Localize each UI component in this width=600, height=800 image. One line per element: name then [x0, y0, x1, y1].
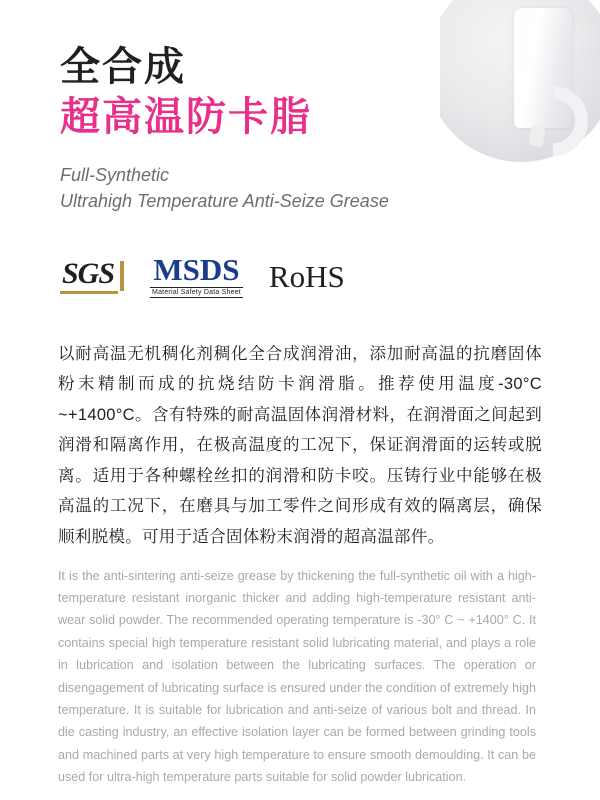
msds-logo — [150, 254, 243, 298]
title-chinese-secondary: 超高温防卡脂 — [60, 95, 312, 139]
product-photo — [440, 0, 600, 175]
sgs-logo — [60, 258, 124, 294]
title-english — [60, 162, 460, 214]
page-title — [60, 44, 460, 214]
title-english-line2: Ultrahigh Temperature Anti-Seize Grease — [60, 191, 389, 212]
description-chinese: 以耐高温无机稠化剂稠化全合成润滑油，添加耐高温的抗磨固体粉末精制而成的抗烧结防卡润滑脂。推荐使用温度-30°C ~+1400°C。含有特殊的耐高温固体润滑材料，在润滑面之间起到润滑和隔离作用，在极高温度的工况下，保证润滑面的运转或脱离。适用于各种螺栓丝扣的润滑和防卡咬。压铸行业中能够在极高温的工况下，在磨具与加工零件之间形成有效的隔离层，确保顺利脱模。可用于适合固体粉末润滑的超高温部件。 — [58, 344, 542, 546]
sgs-logo-text: SGS — [60, 258, 118, 294]
rohs-logo — [268, 258, 345, 294]
title-english-line1: Full-Synthetic — [60, 165, 170, 185]
msds-logo-text: MSDS — [153, 252, 240, 287]
sgs-logo-bar — [120, 261, 124, 291]
title-chinese-primary: 全合成 — [60, 45, 186, 89]
rohs-logo-text: RoHS — [268, 258, 345, 294]
msds-logo-subtitle: Material Safety Data Sheet — [152, 289, 241, 296]
certification-logos — [60, 252, 520, 300]
description-english: It is the anti-sintering anti-seize grease by thickening the full-synthetic oil with a high-temperature resistant inorganic thicker and adding high-temperature resistant anti-wear solid powder. The recommended operating temperature is -30° C ~ +1400° C. It contains special high temperature resistant solid lubricating material, and plays a role in lubrication and isolation between the lubricating surfaces. The operation or disengagement of lubricating surface is ensured under the condition of extremely high temperature. It is suitable for lubrication and anti-seize of various bolt and thread. In die casting industry, an effective isolation layer can be formed between grinding tools and machined parts at very high temperature to ensure smooth demoulding. It can be used for ultra-high temperature parts suitable for solid powder lubrication. — [58, 568, 536, 785]
grease-tube-tip — [529, 125, 546, 147]
